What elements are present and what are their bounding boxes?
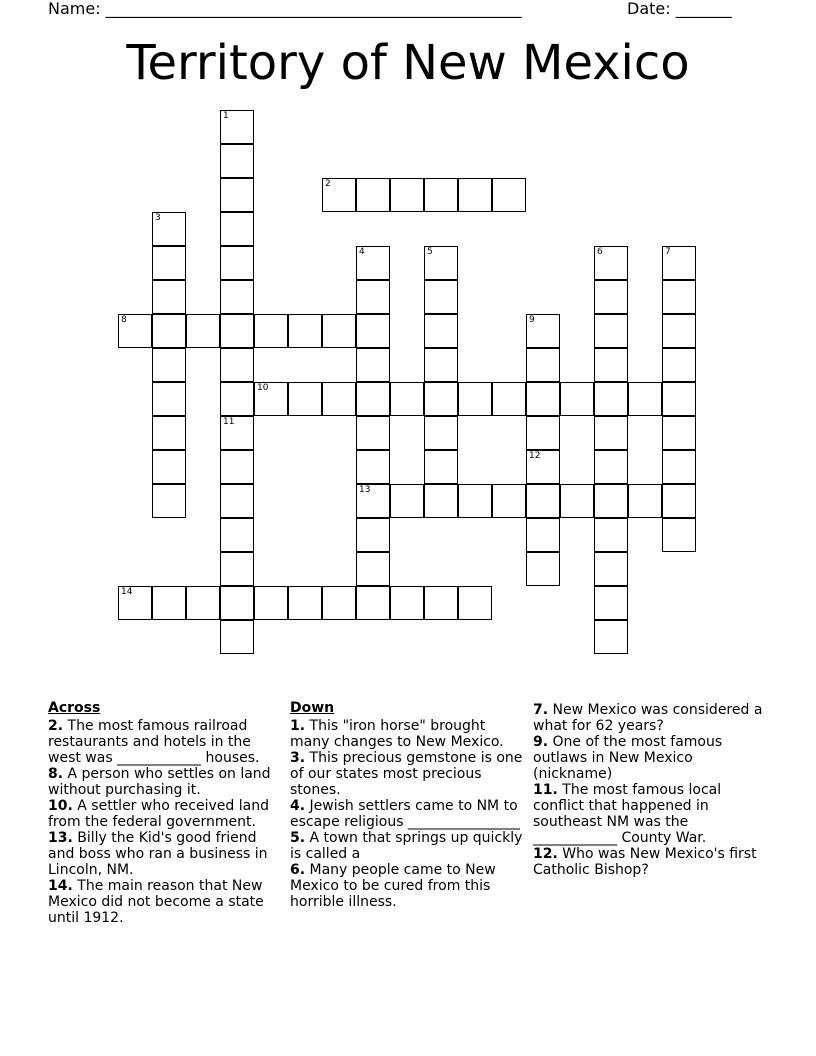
grid-cell[interactable] bbox=[662, 246, 696, 280]
grid-cell[interactable] bbox=[220, 484, 254, 518]
grid-cell[interactable] bbox=[118, 586, 152, 620]
grid-cell[interactable] bbox=[356, 382, 390, 416]
clue-text: Billy the Kid's good friend and boss who ran a business in Lincoln, NM. bbox=[48, 830, 268, 878]
clue-number: 1 bbox=[223, 111, 229, 121]
clue-text: New Mexico was considered a what for 62 years? bbox=[533, 702, 763, 734]
grid-cell[interactable] bbox=[152, 382, 186, 416]
clue-text: One of the most famous outlaws in New Mexico (nickname) bbox=[533, 734, 723, 782]
grid-cell[interactable] bbox=[594, 620, 628, 654]
grid-cell[interactable] bbox=[594, 348, 628, 382]
grid-cell[interactable] bbox=[594, 314, 628, 348]
clue-text: This "iron horse" brought many changes to New Mexico. bbox=[290, 718, 504, 750]
grid-cell[interactable] bbox=[152, 280, 186, 314]
grid-cell[interactable] bbox=[220, 416, 254, 450]
grid-cell[interactable] bbox=[220, 212, 254, 246]
grid-cell[interactable] bbox=[458, 586, 492, 620]
grid-cell[interactable] bbox=[594, 484, 628, 518]
grid-cell[interactable] bbox=[220, 620, 254, 654]
grid-cell[interactable] bbox=[492, 382, 526, 416]
clue-number: 4. bbox=[290, 798, 306, 814]
grid-cell[interactable] bbox=[390, 484, 424, 518]
clue-number: 12. bbox=[533, 846, 558, 862]
grid-cell[interactable] bbox=[594, 518, 628, 552]
down-heading: Down bbox=[290, 700, 335, 716]
grid-cell[interactable] bbox=[594, 246, 628, 280]
grid-cell[interactable] bbox=[220, 144, 254, 178]
grid-cell[interactable] bbox=[662, 348, 696, 382]
grid-cell[interactable] bbox=[356, 178, 390, 212]
grid-cell[interactable] bbox=[526, 552, 560, 586]
clue-number: 11. bbox=[533, 782, 558, 798]
grid-cell[interactable] bbox=[220, 246, 254, 280]
grid-cell[interactable] bbox=[356, 552, 390, 586]
clue-text: A person who settles on land without purchasing it. bbox=[48, 766, 271, 798]
clue-text: The most famous local conflict that happened in southeast NM was the ____________ County War. bbox=[533, 782, 722, 846]
down-list-continued bbox=[533, 702, 769, 878]
clue-text: The most famous railroad restaurants and hotels in the west was ____________ houses. bbox=[48, 718, 260, 766]
down-list bbox=[290, 718, 526, 910]
grid-cell[interactable] bbox=[526, 382, 560, 416]
date-field[interactable]: Date: _______ bbox=[627, 0, 732, 18]
clue-item bbox=[533, 782, 769, 846]
clue-item bbox=[533, 734, 769, 782]
grid-cell[interactable] bbox=[322, 586, 356, 620]
clue-text: Jewish settlers came to NM to escape religious ________________ bbox=[290, 798, 520, 830]
grid-cell[interactable] bbox=[356, 484, 390, 518]
clue-item bbox=[48, 798, 284, 830]
grid-cell[interactable] bbox=[594, 382, 628, 416]
grid-cell[interactable] bbox=[220, 552, 254, 586]
clue-number: 3. bbox=[290, 750, 306, 766]
grid-cell[interactable] bbox=[424, 484, 458, 518]
clue-text: This precious gemstone is one of our states most precious stones. bbox=[290, 750, 523, 798]
down-clues bbox=[290, 700, 526, 910]
grid-cell[interactable] bbox=[356, 246, 390, 280]
grid-cell[interactable] bbox=[662, 450, 696, 484]
across-clues bbox=[48, 700, 284, 926]
clue-number: 8. bbox=[48, 766, 64, 782]
clue-item bbox=[48, 766, 284, 798]
grid-cell[interactable] bbox=[220, 280, 254, 314]
grid-cell[interactable] bbox=[356, 450, 390, 484]
clue-text: Many people came to New Mexico to be cured from this horrible illness. bbox=[290, 862, 496, 910]
clue-number: 12 bbox=[529, 451, 541, 461]
clue-number: 8 bbox=[121, 315, 127, 325]
grid-cell[interactable] bbox=[186, 586, 220, 620]
grid-cell[interactable] bbox=[594, 552, 628, 586]
clue-number: 13 bbox=[359, 485, 371, 495]
page-title: Territory of New Mexico bbox=[126, 35, 690, 91]
grid-cell[interactable] bbox=[560, 484, 594, 518]
grid-cell[interactable] bbox=[390, 382, 424, 416]
grid-cell[interactable] bbox=[560, 382, 594, 416]
grid-cell[interactable] bbox=[458, 178, 492, 212]
grid-cell[interactable] bbox=[152, 586, 186, 620]
grid-cell[interactable] bbox=[220, 314, 254, 348]
grid-cell[interactable] bbox=[526, 450, 560, 484]
grid-cell[interactable] bbox=[220, 178, 254, 212]
grid-cell[interactable] bbox=[526, 484, 560, 518]
grid-cell[interactable] bbox=[152, 348, 186, 382]
grid-cell[interactable] bbox=[390, 586, 424, 620]
grid-cell[interactable] bbox=[424, 382, 458, 416]
grid-cell[interactable] bbox=[356, 280, 390, 314]
grid-cell[interactable] bbox=[424, 246, 458, 280]
clue-number: 10 bbox=[257, 383, 269, 393]
grid-cell[interactable] bbox=[356, 348, 390, 382]
clue-number: 1. bbox=[290, 718, 306, 734]
grid-cell[interactable] bbox=[424, 450, 458, 484]
grid-cell[interactable] bbox=[356, 586, 390, 620]
across-list bbox=[48, 718, 284, 926]
clue-text: A town that springs up quickly is called a bbox=[290, 830, 523, 862]
grid-cell[interactable] bbox=[288, 382, 322, 416]
clue-number: 4 bbox=[359, 247, 365, 257]
clue-item bbox=[290, 798, 526, 830]
clue-number: 14. bbox=[48, 878, 73, 894]
grid-cell[interactable] bbox=[424, 314, 458, 348]
clue-number: 13. bbox=[48, 830, 73, 846]
grid-cell[interactable] bbox=[254, 586, 288, 620]
clue-number: 5 bbox=[427, 247, 433, 257]
grid-cell[interactable] bbox=[220, 450, 254, 484]
grid-cell[interactable] bbox=[220, 382, 254, 416]
grid-cell[interactable] bbox=[594, 586, 628, 620]
clue-number: 7. bbox=[533, 702, 549, 718]
grid-cell[interactable] bbox=[220, 518, 254, 552]
clue-item bbox=[290, 830, 526, 862]
grid-cell[interactable] bbox=[628, 484, 662, 518]
clue-item bbox=[533, 846, 769, 878]
grid-cell[interactable] bbox=[662, 314, 696, 348]
grid-cell[interactable] bbox=[152, 416, 186, 450]
grid-cell[interactable] bbox=[288, 586, 322, 620]
grid-cell[interactable] bbox=[458, 382, 492, 416]
grid-cell[interactable] bbox=[356, 314, 390, 348]
grid-cell[interactable] bbox=[526, 518, 560, 552]
grid-cell[interactable] bbox=[424, 178, 458, 212]
grid-cell[interactable] bbox=[322, 178, 356, 212]
grid-cell[interactable] bbox=[254, 314, 288, 348]
grid-cell[interactable] bbox=[662, 382, 696, 416]
grid-cell[interactable] bbox=[526, 314, 560, 348]
grid-cell[interactable] bbox=[662, 484, 696, 518]
grid-cell[interactable] bbox=[526, 416, 560, 450]
clue-item bbox=[533, 702, 769, 734]
clue-text: A settler who received land from the federal government. bbox=[48, 798, 269, 830]
clue-number: 9 bbox=[529, 315, 535, 325]
grid-cell[interactable] bbox=[628, 382, 662, 416]
clue-number: 6. bbox=[290, 862, 306, 878]
clue-number: 6 bbox=[597, 247, 603, 257]
grid-cell[interactable] bbox=[356, 518, 390, 552]
grid-cell[interactable] bbox=[662, 518, 696, 552]
down-clues-continued bbox=[533, 702, 769, 878]
grid-cell[interactable] bbox=[594, 280, 628, 314]
grid-cell[interactable] bbox=[424, 348, 458, 382]
clue-number: 14 bbox=[121, 587, 133, 597]
grid-cell[interactable] bbox=[152, 450, 186, 484]
grid-cell[interactable] bbox=[152, 314, 186, 348]
grid-cell[interactable] bbox=[424, 586, 458, 620]
grid-cell[interactable] bbox=[424, 416, 458, 450]
clue-item bbox=[48, 878, 284, 926]
clue-number: 9. bbox=[533, 734, 549, 750]
grid-cell[interactable] bbox=[594, 450, 628, 484]
grid-cell[interactable] bbox=[322, 314, 356, 348]
clue-number: 2. bbox=[48, 718, 64, 734]
clue-text: The main reason that New Mexico did not become a state until 1912. bbox=[48, 878, 264, 926]
clue-item bbox=[290, 718, 526, 750]
grid-cell[interactable] bbox=[220, 110, 254, 144]
across-heading: Across bbox=[48, 700, 101, 716]
grid-cell[interactable] bbox=[152, 246, 186, 280]
grid-cell[interactable] bbox=[662, 416, 696, 450]
clue-item bbox=[48, 830, 284, 878]
clue-item bbox=[48, 718, 284, 766]
grid-cell[interactable] bbox=[186, 314, 220, 348]
clue-item bbox=[290, 750, 526, 798]
clue-text: Who was New Mexico's first Catholic Bishop? bbox=[533, 846, 757, 878]
name-field[interactable]: Name: ____________________________________________________ bbox=[48, 0, 522, 18]
grid-cell[interactable] bbox=[152, 484, 186, 518]
grid-cell[interactable] bbox=[220, 586, 254, 620]
grid-cell[interactable] bbox=[492, 484, 526, 518]
grid-cell[interactable] bbox=[594, 416, 628, 450]
clue-item bbox=[290, 862, 526, 910]
header bbox=[48, 0, 768, 20]
grid-cell[interactable] bbox=[220, 348, 254, 382]
grid-cell[interactable] bbox=[322, 382, 356, 416]
clue-number: 7 bbox=[665, 247, 671, 257]
clue-number: 10. bbox=[48, 798, 73, 814]
grid-cell[interactable] bbox=[254, 382, 288, 416]
grid-cell[interactable] bbox=[152, 212, 186, 246]
grid-cell[interactable] bbox=[118, 314, 152, 348]
clue-number: 5. bbox=[290, 830, 306, 846]
grid-cell[interactable] bbox=[390, 178, 424, 212]
grid-cell[interactable] bbox=[526, 348, 560, 382]
grid-cell[interactable] bbox=[356, 416, 390, 450]
clue-number: 3 bbox=[155, 213, 161, 223]
clue-number: 11 bbox=[223, 417, 235, 427]
grid-cell[interactable] bbox=[492, 178, 526, 212]
grid-cell[interactable] bbox=[662, 280, 696, 314]
grid-cell[interactable] bbox=[424, 280, 458, 314]
grid-cell[interactable] bbox=[288, 314, 322, 348]
clue-number: 2 bbox=[325, 179, 331, 189]
grid-cell[interactable] bbox=[458, 484, 492, 518]
